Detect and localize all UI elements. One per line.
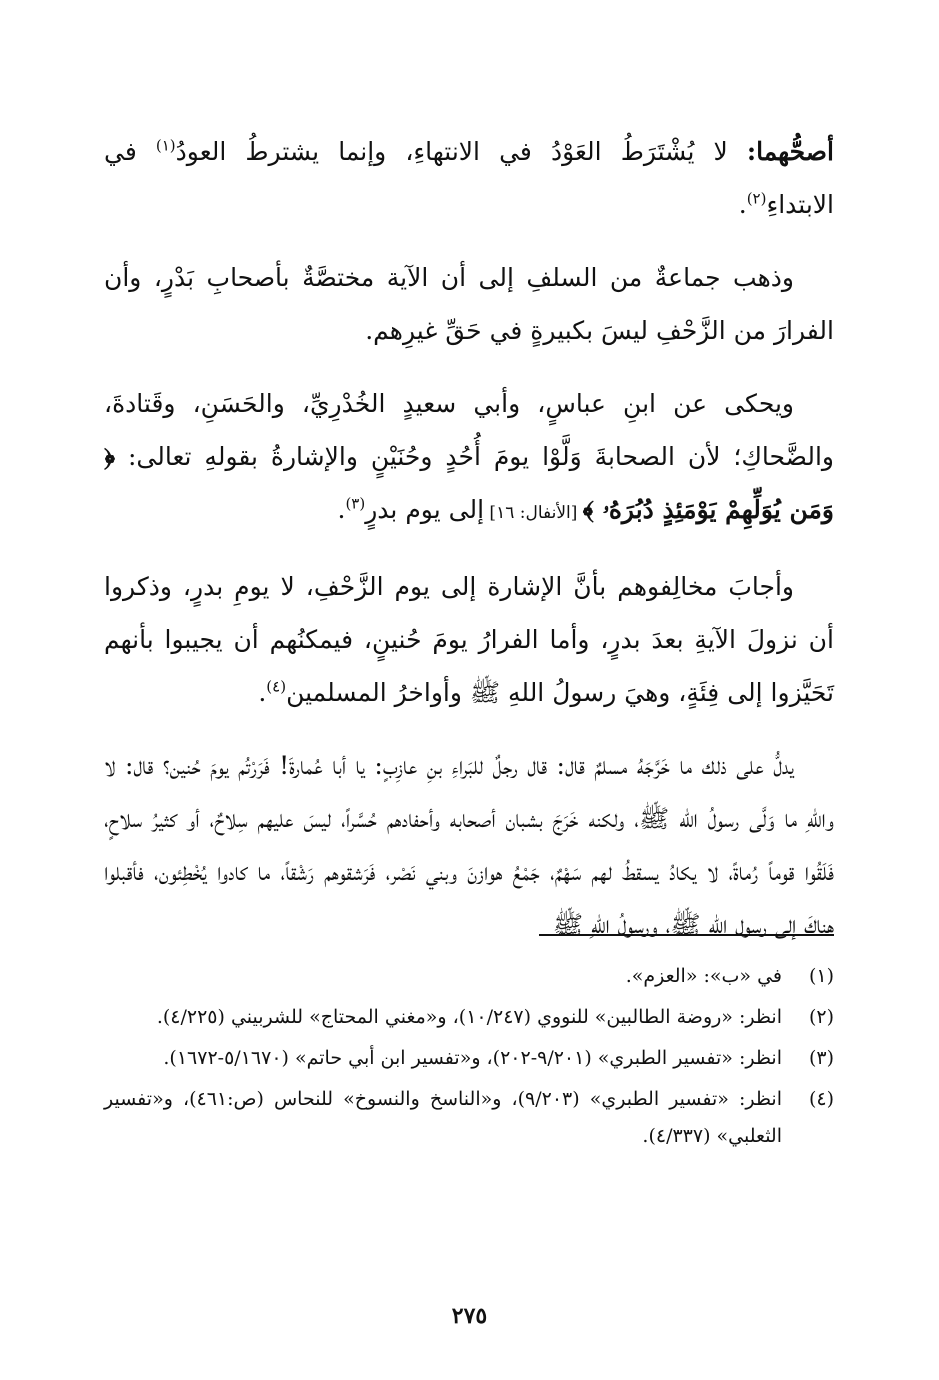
footnote-ref-2[interactable]: (٢) — [746, 189, 767, 208]
lead-word: أصحُّهما: — [746, 137, 834, 166]
verse-citation: [الأنفال: ١٦] — [484, 503, 583, 523]
paragraph-3 — [104, 377, 834, 540]
footnote-text: في «ب»: «العزم». — [625, 965, 782, 987]
footnote-2 — [104, 999, 834, 1036]
paragraph-1-text-b: في الابتداءِ — [104, 137, 834, 219]
footnote-ref-3[interactable]: (٣) — [345, 494, 366, 513]
paragraph-2: وذهب جماعةٌ من السلفِ إلى أن الآية مختصَّةٌ بأصحابِ بَدْرٍ، وأن الفرارَ من الزَّحْفِ ليسَ بكبيرةٍ في حَقِّ غيرِهم. — [104, 263, 834, 345]
footnote-text: انظر: «روضة الطالبين» للنووي (١٠/٢٤٧)، و«مغني المحتاج» للشربيني (٤/٢٢٥). — [156, 1006, 782, 1028]
paragraph-3-text-a: ويحكى عن ابنِ عباسٍ، وأبي سعيدٍ الخُدْرِيِّ، والحَسَنِ، وقَتادةَ، والضَّحاكِ؛ لأن الصحابةَ وَلَّوْا يومَ أُحُدٍ وحُنَيْنٍ والإشارةُ بقولهِ تعالى: — [104, 389, 834, 471]
footnote-4 — [104, 1081, 834, 1155]
footnote-number: (٣) — [808, 1047, 834, 1069]
quran-verse: ﴿ وَمَن يُوَلِّهِمْ يَوْمَئِذٍ دُبُرَهُۥ ﴾ — [104, 442, 834, 524]
footnote-1 — [104, 958, 834, 995]
footnote-number: (٢) — [808, 1006, 834, 1028]
footnote-text: انظر: «تفسير الطبري» (٩/٢٠١-٢٠٢)، و«تفسير ابن أبي حاتم» (٥/١٦٧٠-١٦٧٢). — [163, 1047, 782, 1069]
page-number: ٢٧٥ — [451, 1303, 488, 1329]
paragraph-5: يدلُّ على ذلك ما خَرَّجَهُ مسلمٌ قال: قال رجلٌ للبَراءِ بنِ عازِبٍ: يا أبا عُمارةَ! فَرَرْتُم يومَ حُنين؟ قال: لا واللهِ ما وَلَّى رسولُ الله ﷺ، ولكنه خَرَجَ بشبان أصحابه وأحفادهم حُسَّراً، ليسَ عليهم سِلاحٌ، أو كثيرُ سلاحٍ، فَلَقُوا قوماً رُماةً، لا يكادُ يسقطُ لهم سَهْمٌ، جَمْعُ هوازنَ وبني نَصْر، فَرَشقوهم رَشْقاً، ما كادوا يُخْطِئون، فأقبلوا هناكَ إلى رسول الله ﷺ، ورسولُ اللهِ ﷺ — [104, 751, 834, 939]
paragraph-3-text-b: إلى يوم بدرٍ — [365, 495, 485, 524]
footnote-3 — [104, 1040, 834, 1077]
footnotes — [104, 958, 834, 1159]
main-text — [104, 125, 834, 971]
footnote-text: انظر: «تفسير الطبري» (٩/٢٠٣)، و«الناسخ والنسوخ» للنحاس (ص:٤٦١)، و«تفسير الثعلبي» (٤/٣٣٧). — [104, 1088, 782, 1147]
footnote-number: (١) — [808, 965, 834, 987]
paragraph-1-text-c: . — [738, 190, 747, 219]
footnote-number: (٤) — [808, 1088, 834, 1110]
paragraph-4-text-a: وأجابَ مخالِفوهم بأنَّ الإشارة إلى يوم الزَّحْفِ، لا يومِ بدرٍ، وذكروا أن نزولَ الآيةِ بعدَ بدرٍ، وأما الفرارُ يومَ حُنينٍ، فيمكنُهم أن يجيبوا بأنهم تَحَيَّزوا إلى فِئَةٍ، وهيَ رسولُ اللهِ ﷺ وأواخرُ المسلمين — [104, 572, 834, 707]
paragraph-4-text-b: . — [258, 678, 267, 707]
paragraph-4 — [104, 560, 834, 719]
paragraph-1 — [104, 125, 834, 231]
paragraph-3-text-c: . — [337, 495, 346, 524]
footnote-separator — [539, 934, 834, 936]
footnote-ref-4[interactable]: (٤) — [266, 677, 287, 696]
paragraph-1-text-a: لا يُشْتَرَطُ العَوْدُ في الانتهاءِ، وإنما يشترطُ العودُ — [175, 137, 747, 166]
footnote-ref-1[interactable]: (١) — [155, 136, 176, 155]
